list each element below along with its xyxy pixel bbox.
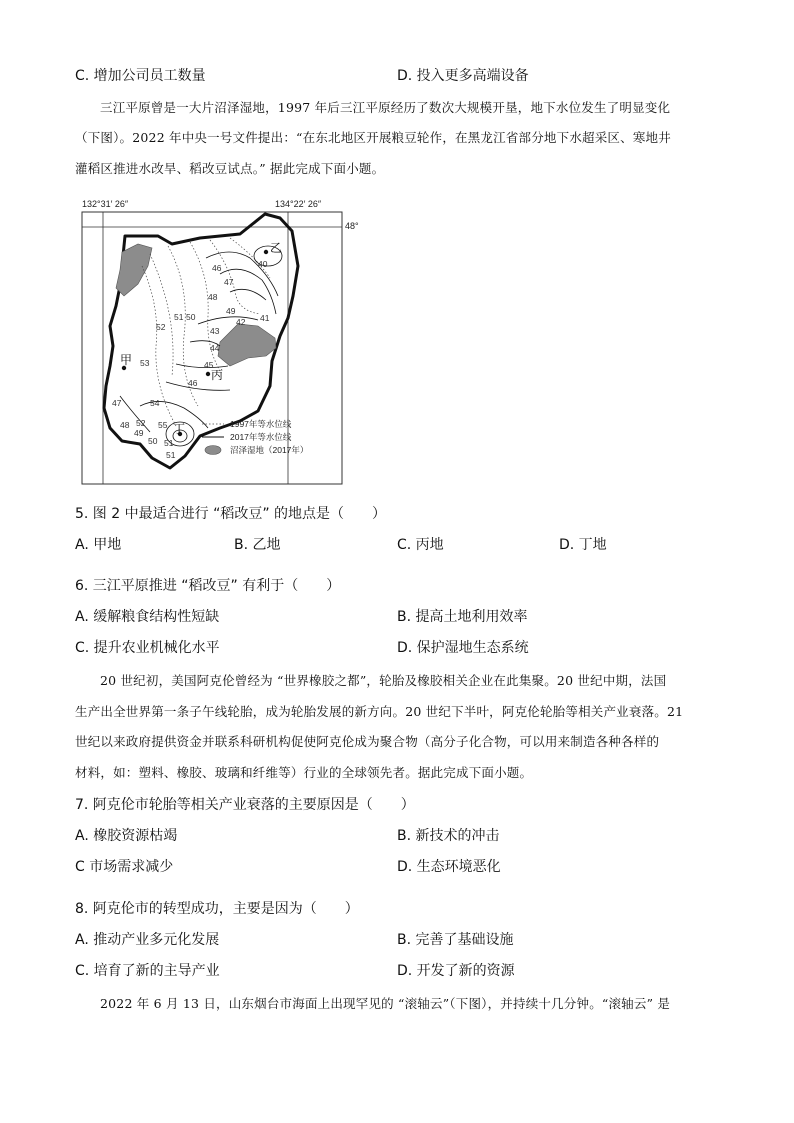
q6-option-a[interactable]: A. 缓解粮食结构性短缺 — [75, 609, 220, 625]
coord-right-label: 134°22′ 26″ — [275, 199, 322, 209]
place-ding — [173, 422, 185, 436]
contour-label: 42 — [236, 317, 246, 327]
place-yi — [264, 241, 282, 255]
prev-option-c: C. 增加公司员工数量 — [75, 68, 206, 84]
q5-option-a[interactable]: A. 甲地 — [75, 537, 122, 553]
q8-option-c[interactable]: C. 培育了新的主导产业 — [75, 963, 220, 979]
wetland-east — [218, 324, 276, 366]
passage2-line3: 世纪以来政府提供资金并联系科研机构促使阿克伦成为聚合物（高分子化合物，可以用来制造各种各样的 — [75, 734, 660, 749]
contour-label: 55 — [158, 420, 168, 430]
contour-label: 50 — [186, 312, 196, 322]
contour-label: 52 — [156, 322, 166, 332]
contour-label: 44 — [210, 343, 220, 353]
contour-label: 47 — [224, 277, 234, 287]
place-jia — [120, 353, 132, 370]
contour-label: 41 — [260, 313, 270, 323]
map-legend — [202, 419, 308, 455]
lat-label: 48° — [345, 221, 359, 231]
q8-option-d[interactable]: D. 开发了新的资源 — [397, 963, 515, 979]
contour-label: 43 — [210, 326, 220, 336]
q6-option-b[interactable]: B. 提高土地利用效率 — [397, 609, 528, 625]
contour-label: 51 — [164, 438, 174, 448]
contour-label: 53 — [140, 358, 150, 368]
q5-option-b[interactable]: B. 乙地 — [234, 537, 281, 553]
q5-option-d[interactable]: D. 丁地 — [559, 537, 607, 553]
q6-option-d[interactable]: D. 保护湿地生态系统 — [397, 640, 529, 656]
passage2-line1: 20 世纪初，美国阿克伦曾经为 “世界橡胶之都”，轮胎及橡胶相关企业在此集聚。20 世纪中期，法国 — [100, 673, 667, 688]
q7-option-b[interactable]: B. 新技术的冲击 — [397, 828, 500, 844]
passage2-line4: 材料，如：塑料、橡胶、玻璃和纤维等）行业的全球领先者。据此完成下面小题。 — [75, 765, 533, 780]
contour-label: 54 — [150, 398, 160, 408]
legend-wetland-swatch — [205, 446, 221, 455]
contour-label: 48 — [208, 292, 218, 302]
coord-left-label: 132°31′ 26″ — [82, 199, 129, 209]
q6-option-c[interactable]: C. 提升农业机械化水平 — [75, 640, 220, 656]
contour-label: 47 — [112, 398, 122, 408]
contour-label: 49 — [134, 428, 144, 438]
q8-stem: 8. 阿克伦市的转型成功，主要是因为（ ） — [75, 901, 359, 917]
contour-label: 46 — [212, 263, 222, 273]
contour-label: 46 — [188, 378, 198, 388]
q7-stem: 7. 阿克伦市轮胎等相关产业衰落的主要原因是（ ） — [75, 797, 415, 813]
legend-1997-label: 1997年等水位线 — [230, 419, 292, 429]
contour-label: 51 — [166, 450, 176, 460]
legend-wetland-label: 沼泽湿地（2017年） — [230, 445, 309, 455]
place-bing-label: 丙 — [211, 368, 224, 382]
contour-label: 51 — [174, 312, 184, 322]
passage3-line1: 2022 年 6 月 13 日，山东烟台市海面上出现罕见的 “滚轴云”（下图），并持续十几分钟。“滚轴云” 是 — [100, 996, 671, 1011]
groundwater-contour-map — [80, 196, 365, 488]
passage1-line1: 三江平原曾是一大片沼泽湿地，1997 年后三江平原经历了数次大规模开垦，地下水位发生了明显变化 — [100, 100, 671, 115]
wetland-west — [116, 244, 152, 296]
place-ding-label: 丁 — [173, 422, 186, 436]
q8-option-b[interactable]: B. 完善了基础设施 — [397, 932, 514, 948]
q7-option-a[interactable]: A. 橡胶资源枯竭 — [75, 828, 178, 844]
passage2-line2: 生产出全世界第一条子午线轮胎，成为轮胎发展的新方向。20 世纪下半叶，阿克伦轮胎等相关产业衰落。21 — [75, 704, 684, 719]
legend-2017-label: 2017年等水位线 — [230, 432, 292, 442]
contour-label: 45 — [204, 360, 214, 370]
place-yi-label: 乙 — [270, 241, 283, 255]
contour-label: 50 — [148, 436, 158, 446]
passage1-line3: 灌稻区推进水改旱、稻改豆试点。” 据此完成下面小题。 — [75, 161, 385, 176]
contour-label: 52 — [136, 418, 146, 428]
contour-label: 40 — [258, 259, 268, 269]
passage1-line2: （下图）。2022 年中央一号文件提出：“在东北地区开展粮豆轮作，在黑龙江省部分地下水超采区、寒地井 — [75, 130, 671, 145]
q5-stem: 5. 图 2 中最适合进行 “稻改豆” 的地点是（ ） — [75, 506, 387, 522]
contour-label: 48 — [120, 420, 130, 430]
contour-label: 49 — [226, 306, 236, 316]
prev-option-d: D. 投入更多高端设备 — [397, 68, 529, 84]
contour-values — [112, 259, 270, 460]
q8-option-a[interactable]: A. 推动产业多元化发展 — [75, 932, 220, 948]
place-jia-label: 甲 — [120, 353, 133, 367]
place-bing — [206, 368, 223, 382]
q6-stem: 6. 三江平原推进 “稻改豆” 有利于（ ） — [75, 578, 341, 594]
q7-option-d[interactable]: D. 生态环境恶化 — [397, 859, 501, 875]
q5-option-c[interactable]: C. 丙地 — [397, 537, 444, 553]
q7-option-c[interactable]: C 市场需求减少 — [75, 859, 174, 875]
